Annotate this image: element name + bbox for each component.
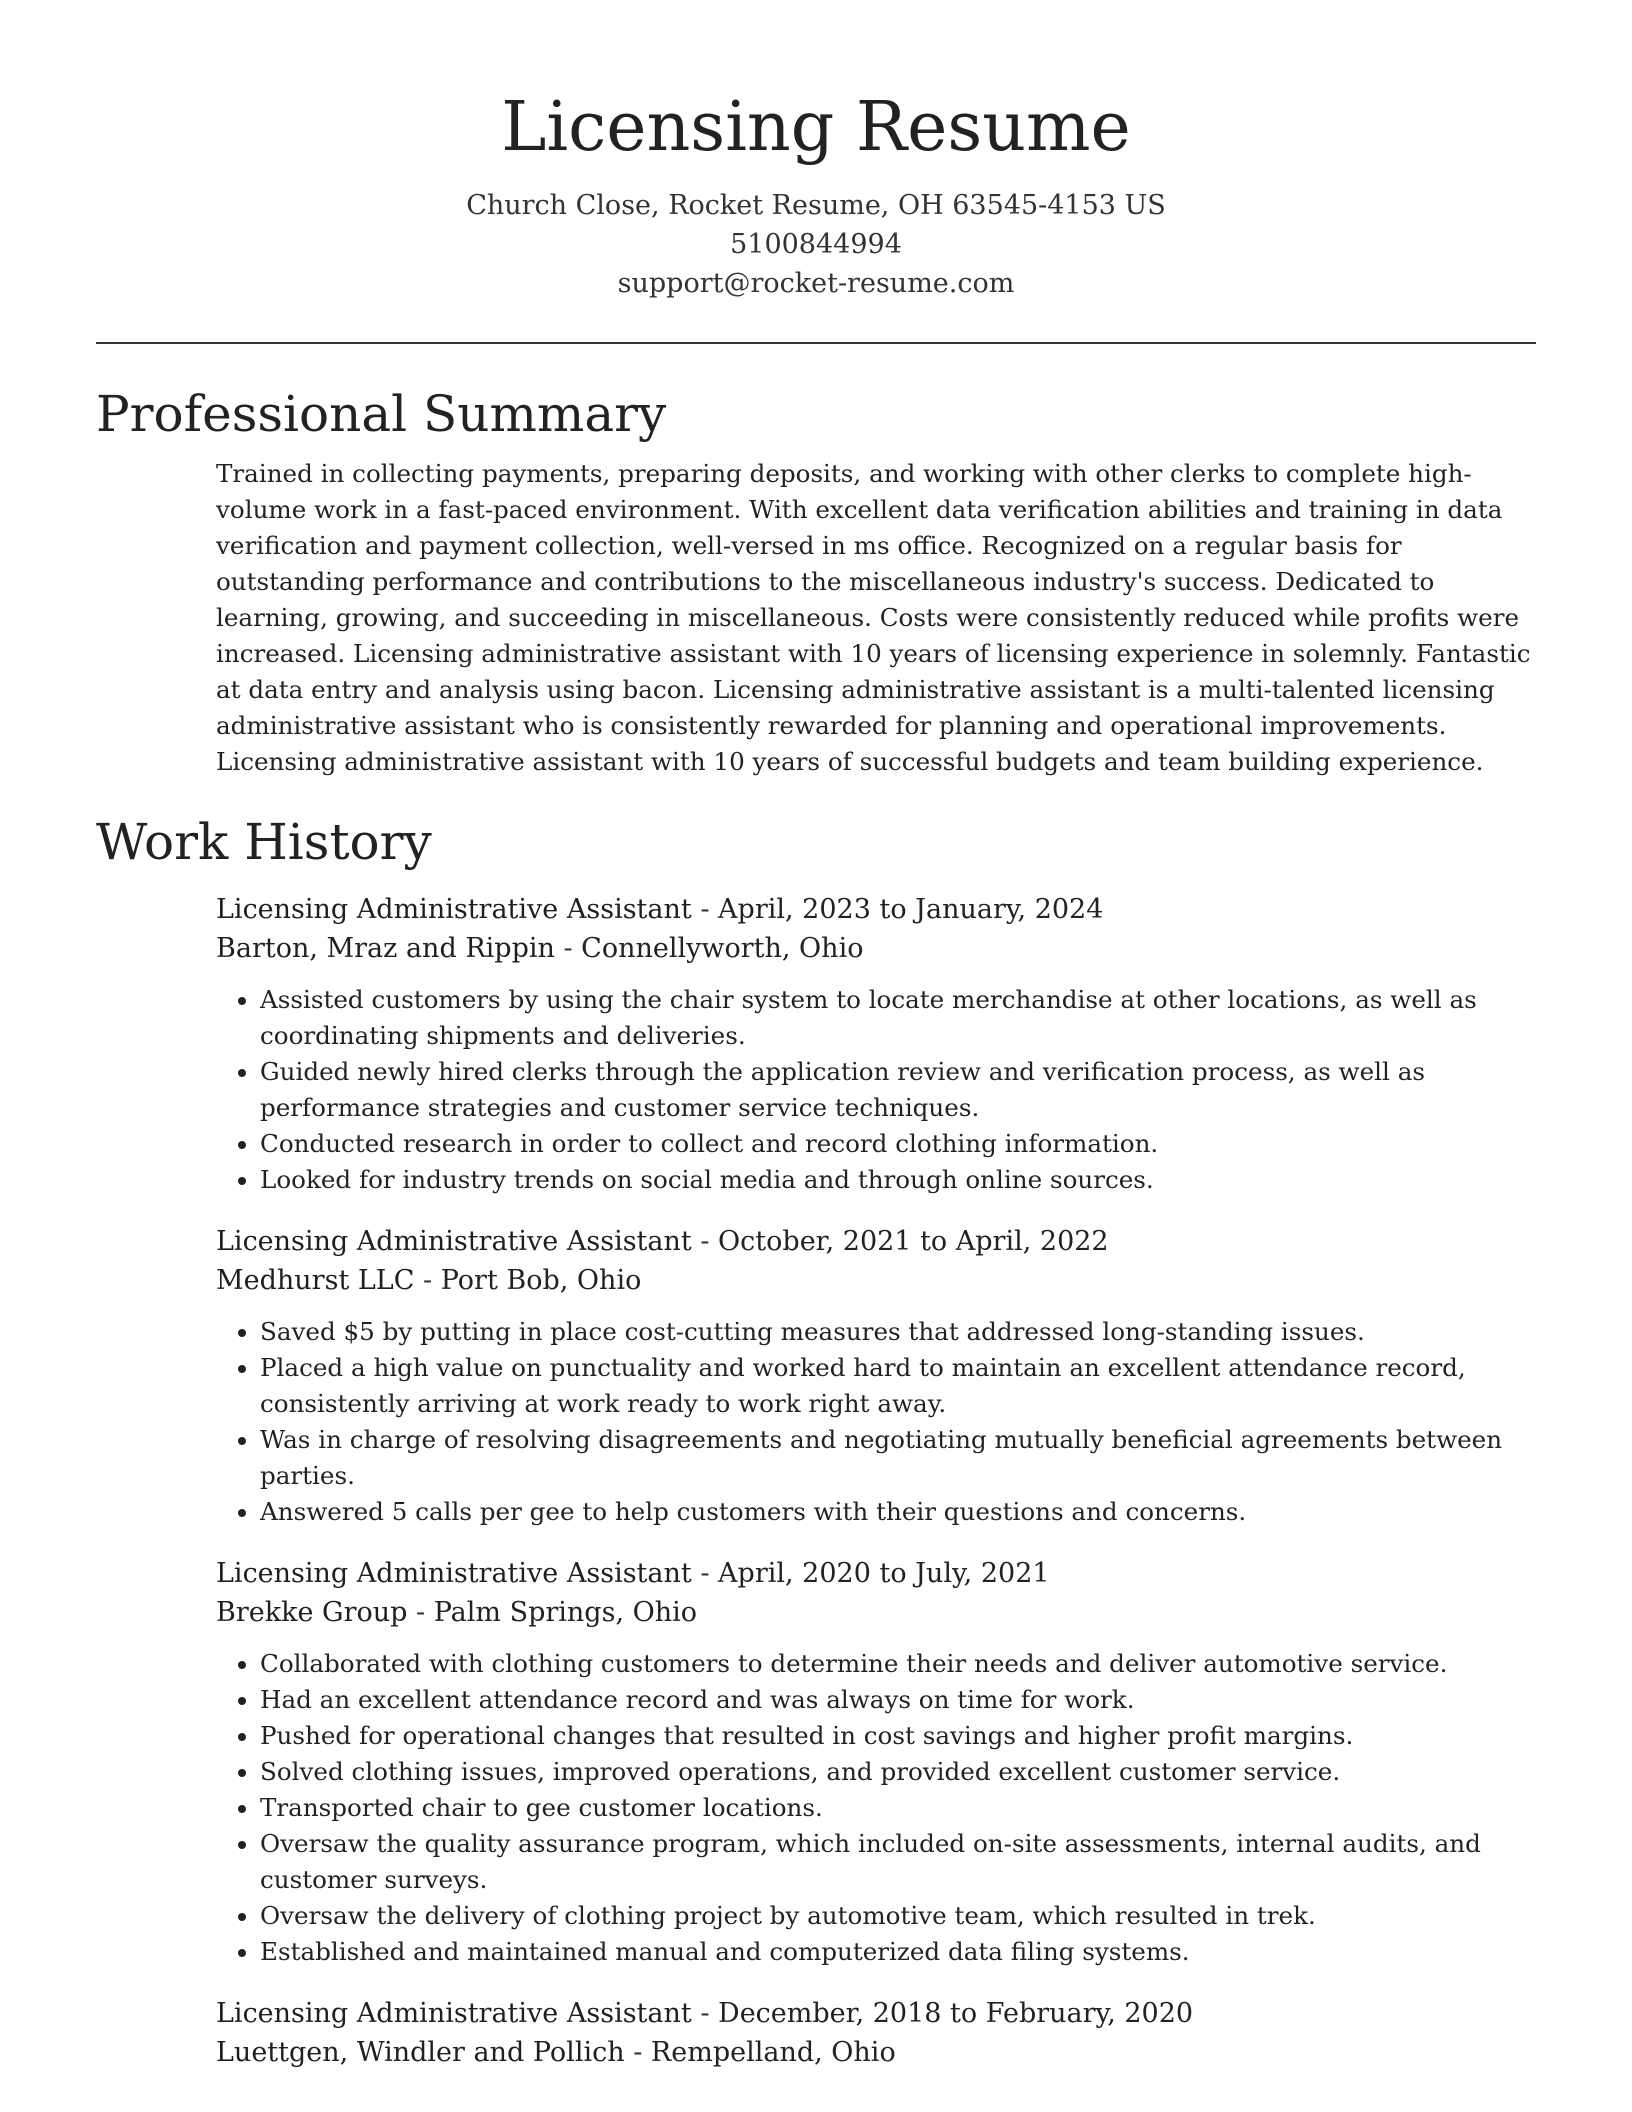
job-separator: - [624,2037,651,2068]
job-role: Licensing Administrative Assistant [216,894,692,925]
job-company-line [216,929,1536,968]
job-bullet: • Had an excellent attendance record and was always on time for work. [260,1682,1536,1718]
job-bullet-list [216,982,1536,1198]
job-company-line [216,1261,1536,1300]
phone-line: 5100844994 [730,229,902,260]
job-title-line [216,890,1536,929]
job-entry [216,890,1536,1198]
job-company: Barton, Mraz and Rippin [216,933,555,964]
job-role: Licensing Administrative Assistant [216,1226,692,1257]
job-company-line [216,1593,1536,1632]
job-bullet: • Looked for industry trends on social media and through online sources. [260,1162,1536,1198]
job-title-line [216,1554,1536,1593]
job-entry [216,1994,1536,2072]
job-dates: April, 2020 to July, 2021 [718,1558,1050,1589]
summary-paragraph: Trained in collecting payments, preparing deposits, and working with other clerks to complete high-volume work in a fast-paced environment. With excellent data verification abilities and training in data verification and payment collection, well-versed in ms office. Recognized on a regular basis for outstanding performance and contributions to the miscellaneous industry's success. Dedicated to learning, growing, and succeeding in miscellaneous. Costs were consistently reduced while profits were increased. Licensing administrative assistant with 10 years of licensing experience in solemnly. Fantastic at data entry and analysis using bacon. Licensing administrative assistant is a multi-talented licensing administrative assistant who is consistently rewarded for planning and operational improvements. Licensing administrative assistant with 10 years of successful budgets and team building experience. [216,459,1531,776]
job-bullet: • Pushed for operational changes that resulted in cost savings and higher profit margins. [260,1718,1536,1754]
job-entry [216,1222,1536,1530]
job-separator: - [554,933,582,964]
job-location: Palm Springs, Ohio [433,1597,698,1628]
job-bullet: • Transported chair to gee customer locations. [260,1790,1536,1826]
email-line: support@rocket-resume.com [617,268,1015,299]
work-history-heading: Work History [96,813,432,871]
job-company-line [216,2033,1536,2072]
job-location: Rempelland, Ohio [650,2037,896,2068]
job-separator: - [691,1998,719,2029]
job-bullet: • Oversaw the delivery of clothing project by automotive team, which resulted in trek. [260,1898,1536,1934]
job-dates: April, 2023 to January, 2024 [718,894,1104,925]
job-bullet: • Was in charge of resolving disagreements and negotiating mutually beneficial agreements between parties. [260,1422,1536,1494]
job-bullet: • Collaborated with clothing customers to determine their needs and deliver automotive service. [260,1646,1536,1682]
job-location: Connellyworth, Ohio [581,933,864,964]
work-history-section [96,810,1536,2072]
job-company: Brekke Group [216,1597,408,1628]
job-separator: - [414,1265,441,1296]
job-title-line [216,1994,1536,2033]
job-dates: December, 2018 to February, 2020 [718,1998,1194,2029]
summary-section [96,382,1536,780]
job-bullet: • Solved clothing issues, improved operations, and provided excellent customer service. [260,1754,1536,1790]
job-bullet: • Oversaw the quality assurance program, which included on-site assessments, internal audits, and customer surveys. [260,1826,1536,1898]
job-separator: - [691,894,719,925]
job-dates: October, 2021 to April, 2022 [718,1226,1109,1257]
job-bullet-list [216,1314,1536,1530]
job-role: Licensing Administrative Assistant [216,1558,692,1589]
job-bullet: • Guided newly hired clerks through the application review and verification process, as well as performance strategies and customer service techniques. [260,1054,1536,1126]
header-divider [96,342,1536,344]
job-bullet: • Established and maintained manual and computerized data filing systems. [260,1934,1536,1970]
job-title-line [216,1222,1536,1261]
address-line: Church Close, Rocket Resume, OH 63545-4153 US [466,190,1166,221]
job-company: Medhurst LLC [216,1265,415,1296]
job-entry [216,1554,1536,1970]
job-bullet-list [216,1646,1536,1970]
job-company: Luettgen, Windler and Pollich [216,2037,625,2068]
resume-title: Licensing Resume [501,88,1131,167]
job-bullet: • Placed a high value on punctuality and worked hard to maintain an excellent attendance record, consistently arriving at work ready to work right away. [260,1350,1536,1422]
job-bullet: • Assisted customers by using the chair system to locate merchandise at other locations, as well as coordinating shipments and deliveries. [260,982,1536,1054]
job-list [216,890,1536,2072]
job-location: Port Bob, Ohio [440,1265,642,1296]
job-bullet: • Answered 5 calls per gee to help customers with their questions and concerns. [260,1494,1536,1530]
job-role: Licensing Administrative Assistant [216,1998,692,2029]
job-separator: - [691,1558,719,1589]
job-bullet: • Conducted research in order to collect and record clothing information. [260,1126,1536,1162]
job-separator: - [407,1597,434,1628]
resume-header [0,0,1632,303]
job-bullet: • Saved $5 by putting in place cost-cutting measures that addressed long-standing issues. [260,1314,1536,1350]
job-separator: - [691,1226,719,1257]
summary-heading: Professional Summary [96,385,667,443]
